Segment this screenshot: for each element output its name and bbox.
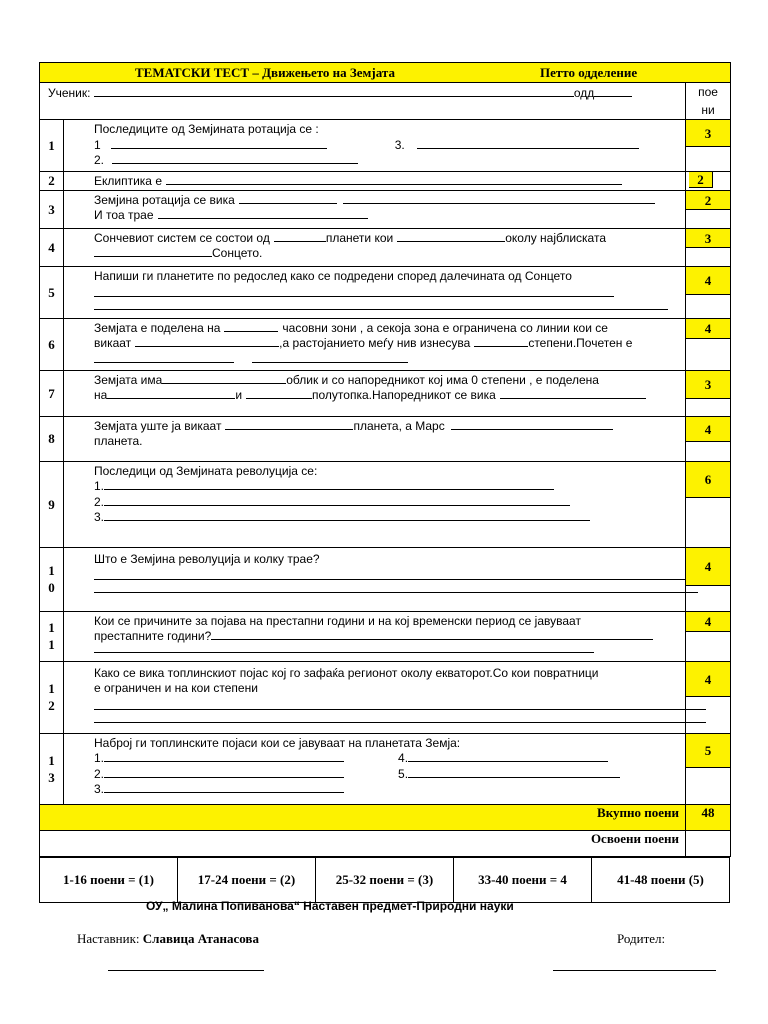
answer-line[interactable] <box>474 336 528 347</box>
answer-line[interactable] <box>94 697 706 710</box>
earned-row <box>40 830 731 856</box>
question-text: Земјата уште ја викаат планета, а Марс планета. <box>64 416 686 461</box>
student-label: Ученик: <box>48 86 91 100</box>
answer-line[interactable] <box>500 388 646 399</box>
question-row <box>40 266 731 318</box>
question-text: Сончевиот систем се состои од планети кои околу најблиската Сонцето. <box>64 228 686 266</box>
question-number: 5 <box>40 266 64 318</box>
answer-line[interactable] <box>158 208 368 219</box>
question-row <box>40 733 731 804</box>
points-value: 5 <box>686 734 730 768</box>
answer-line[interactable] <box>94 297 668 310</box>
title-row <box>40 63 731 83</box>
points-cell <box>686 172 731 191</box>
answer-line[interactable] <box>417 138 639 149</box>
question-row <box>40 370 731 416</box>
parent-label: Родител: <box>617 931 666 946</box>
teacher-line <box>77 931 259 947</box>
answer-line[interactable] <box>408 767 620 778</box>
question-row <box>40 661 731 733</box>
question-row <box>40 120 731 172</box>
points-cell <box>686 611 731 661</box>
question-row <box>40 416 731 461</box>
question-text: Кои се причините за појава на престапни години и на кој временски период се јавуваат престапните години? <box>64 611 686 661</box>
answer-line[interactable] <box>111 138 327 149</box>
answer-line[interactable] <box>94 567 698 580</box>
question-row <box>40 228 731 266</box>
points-cell <box>686 190 731 228</box>
question-text: Наброј ги топлинските појаси кои се јавуваат на планетата Земја: 1. 4. 2. 5. 3. <box>64 733 686 804</box>
answer-line[interactable] <box>104 782 344 793</box>
points-value: 4 <box>686 417 730 442</box>
answer-line[interactable] <box>135 336 279 347</box>
question-row <box>40 318 731 370</box>
test-sheet <box>39 62 730 903</box>
question-text: Последиците од Земјината ротација се : 1 3. 2. <box>64 120 686 172</box>
answer-line[interactable] <box>107 388 235 399</box>
question-number: 6 <box>40 318 64 370</box>
points-value: 4 <box>686 662 730 697</box>
teacher-name: Славица Атанасова <box>142 931 259 946</box>
question-number: 2 <box>40 172 64 191</box>
question-number: 1 1 <box>40 611 64 661</box>
student-row <box>40 83 731 120</box>
points-header <box>686 83 731 120</box>
student-name-line[interactable] <box>94 86 574 97</box>
question-text: Напиши ги планетите по редослед како се подредени според далечината од Сонцето <box>64 266 686 318</box>
points-value: 6 <box>686 462 730 498</box>
total-value: 48 <box>686 804 731 830</box>
school-subject-line: ОУ„ Малина Попиванова“ Наставен предмет-Природни науки <box>146 899 514 913</box>
question-row <box>40 611 731 661</box>
points-value: 3 <box>686 120 730 147</box>
points-value: 4 <box>686 612 730 632</box>
points-value: 4 <box>686 548 730 586</box>
points-value: 3 <box>686 371 730 399</box>
answer-line[interactable] <box>94 352 234 363</box>
points-cell <box>686 547 731 611</box>
answer-line[interactable] <box>162 373 286 384</box>
question-number: 8 <box>40 416 64 461</box>
test-title: ТЕМАТСКИ ТЕСТ – Движењето на Земјата <box>135 65 395 80</box>
answer-line[interactable] <box>408 751 608 762</box>
earned-value[interactable] <box>686 830 731 856</box>
answer-line[interactable] <box>94 580 698 593</box>
question-text: Последици од Земјината револуција се: 1. 2. 3. <box>64 461 686 547</box>
grade-label: Петто одделение <box>540 65 638 80</box>
grading-scale <box>39 857 730 903</box>
parent-signature-line[interactable] <box>553 970 716 971</box>
student-cell <box>40 83 686 120</box>
answer-line[interactable] <box>94 284 614 297</box>
answer-line[interactable] <box>94 710 706 723</box>
question-text: Како се вика топлинскиот појас кој го зафаќа регионот околу екваторот.Со кои повратници е ограничен и на кои степени <box>64 661 686 733</box>
test-table <box>39 62 731 857</box>
title-cell <box>40 63 731 83</box>
points-header-line1: пое <box>698 85 718 99</box>
question-number: 1 0 <box>40 547 64 611</box>
question-text: Земјата има облик и со напоредникот кој има 0 степени , е поделена на и полутопка.Напоредникот се вика <box>64 370 686 416</box>
points-cell <box>686 461 731 547</box>
points-cell <box>686 733 731 804</box>
question-number: 3 <box>40 190 64 228</box>
total-label: Вкупно поени <box>40 804 686 830</box>
points-value: 4 <box>686 319 730 339</box>
points-cell <box>686 416 731 461</box>
question-text: Земјина ротација се вика И тоа трае <box>64 190 686 228</box>
points-cell <box>686 661 731 733</box>
question-number: 1 2 <box>40 661 64 733</box>
question-row <box>40 461 731 547</box>
answer-line[interactable] <box>104 495 570 506</box>
points-cell <box>686 370 731 416</box>
answer-line[interactable] <box>239 193 337 204</box>
question-row <box>40 547 731 611</box>
grade-5: 41-48 поени (5) <box>592 857 730 902</box>
question-text: Земјата е поделена на часовни зони , а секоја зона е ограничена со линии кои се викаат ,а растојанието меѓу нив изнесува степени.Почетен е <box>64 318 686 370</box>
points-value: 2 <box>689 172 713 188</box>
question-text: Што е Земјина револуција и колку трае? <box>64 547 686 611</box>
question-row <box>40 172 731 191</box>
answer-line[interactable] <box>224 321 278 332</box>
answer-line[interactable] <box>104 751 344 762</box>
answer-line[interactable] <box>104 510 590 521</box>
question-row <box>40 190 731 228</box>
answer-line[interactable] <box>104 767 344 778</box>
teacher-label: Наставник: <box>77 931 140 946</box>
teacher-signature-line[interactable] <box>108 970 264 971</box>
answer-line[interactable] <box>166 174 622 185</box>
question-number: 9 <box>40 461 64 547</box>
question-number: 4 <box>40 228 64 266</box>
question-number: 1 <box>40 120 64 172</box>
answer-line[interactable] <box>104 479 554 490</box>
answer-line[interactable] <box>112 153 358 164</box>
grade-2: 17-24 поени = (2) <box>178 857 316 902</box>
question-number: 1 3 <box>40 733 64 804</box>
answer-line[interactable] <box>94 246 212 257</box>
answer-line[interactable] <box>274 231 326 242</box>
answer-line[interactable] <box>225 419 353 430</box>
points-header-line2: ни <box>701 103 715 117</box>
earned-label: Освоени поени <box>40 830 686 856</box>
grade-1: 1-16 поени = (1) <box>40 857 178 902</box>
answer-line[interactable] <box>451 419 613 430</box>
answer-line[interactable] <box>343 193 655 204</box>
points-value: 3 <box>686 229 730 248</box>
points-value: 2 <box>686 191 730 210</box>
points-cell <box>686 266 731 318</box>
total-row <box>40 804 731 830</box>
class-label: одд <box>573 86 595 100</box>
answer-line[interactable] <box>397 231 505 242</box>
question-number: 7 <box>40 370 64 416</box>
grade-3: 25-32 поени = (3) <box>316 857 454 902</box>
points-cell <box>686 120 731 172</box>
answer-line[interactable] <box>252 352 408 363</box>
grade-4: 33-40 поени = 4 <box>454 857 592 902</box>
question-text: Еклиптика е <box>64 172 686 191</box>
answer-line[interactable] <box>211 629 653 640</box>
points-cell <box>686 318 731 370</box>
points-cell <box>686 228 731 266</box>
answer-line[interactable] <box>246 388 312 399</box>
answer-line[interactable] <box>94 645 594 653</box>
class-line[interactable] <box>594 86 632 97</box>
points-value: 4 <box>686 267 730 295</box>
